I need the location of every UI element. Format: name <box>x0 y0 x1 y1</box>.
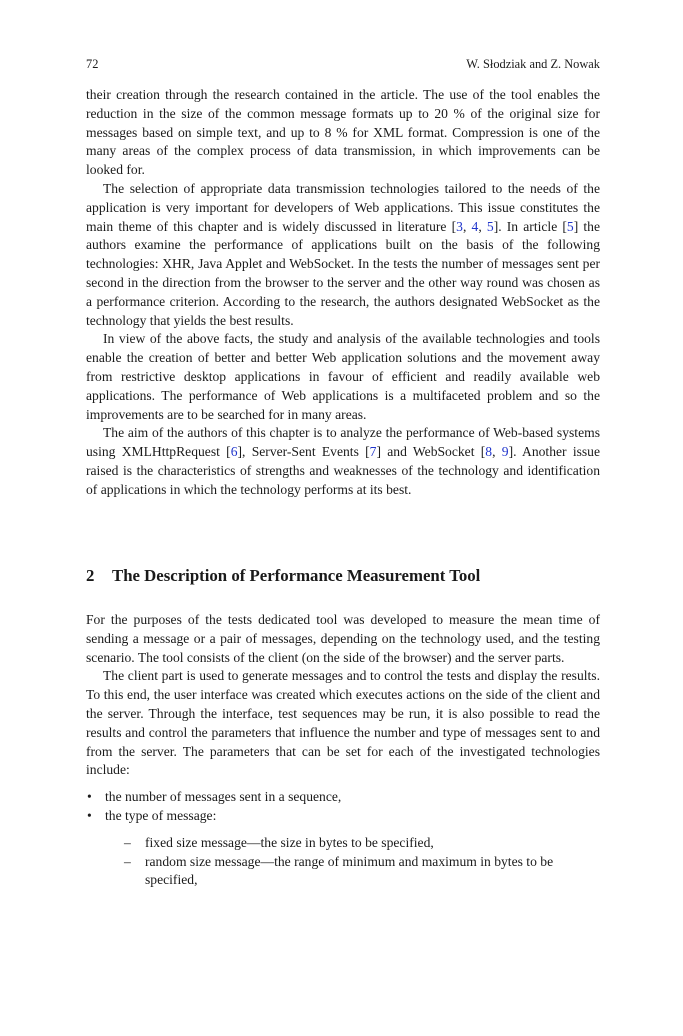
list-item: • the number of messages sent in a sequence, <box>86 788 600 807</box>
list-item <box>86 807 600 890</box>
citation-link-3[interactable]: 3 <box>456 218 463 234</box>
running-head <box>86 56 600 72</box>
citation-link-8[interactable]: 8 <box>485 444 493 460</box>
citation-link-5[interactable]: 5 <box>486 218 494 234</box>
section-heading <box>86 565 600 587</box>
section-body <box>86 611 600 890</box>
citation-link-6[interactable]: 6 <box>230 444 238 460</box>
paragraph-4-text: The aim of the authors of this chapter is to analyze the performance of Web-based systems using XMLHttpRequest [ <box>86 425 600 460</box>
paragraph-4 <box>86 424 600 499</box>
section-paragraph-1: For the purposes of the tests dedicated tool was developed to measure the mean time of sending a message or a pair of messages, depending on the technology used, and the testing scenario. The tool consists of the client (on the side of the browser) and the server parts. <box>86 612 600 665</box>
citation-link-4[interactable]: 4 <box>471 218 479 234</box>
parameter-list <box>86 788 600 890</box>
separator: , <box>462 218 472 234</box>
section-title: The Description of Performance Measurement Tool <box>112 566 481 585</box>
paragraph-2-text: ]. In article [ <box>493 218 567 234</box>
paragraph-3: In view of the above facts, the study and analysis of the available technologies and tools enable the creation of better and better Web application solutions and the movement away from restrictive desktop applications in favour of efficient and readily available web applications. The performance of Web applications is a multifaceted problem and so the improvements are to be searched for in many areas. <box>86 331 600 422</box>
paragraph-2-text: ] the authors examine the performance of applications built on the basis of the following technologies: XHR, Java Applet and WebSocket. In the tests the number of messages sent per second in the direction from the browser to the server and the other way round was chosen as a performance criterion. According to the research, the authors designated WebSocket as the technology that yields the best results. <box>86 218 601 328</box>
citation-link-7[interactable]: 7 <box>369 444 377 460</box>
paragraph-1: their creation through the research contained in the article. The use of the tool enables the reduction in the size of the common message formats up to 20 % of the original size for messages based on simple text, and up to 8 % for XML format. Compression is one of the many areas of the complex process of data transmission, in which improvements can be looked for. <box>86 87 600 178</box>
page-number: 72 <box>86 57 99 71</box>
separator: , <box>492 444 502 460</box>
list-item-text: the type of message: <box>105 807 217 823</box>
sublist-item: – fixed size message—the size in bytes to be specified, <box>124 834 600 853</box>
paragraph-2-text: The selection of appropriate data transmission technologies tailored to the needs of the application is very important for developers of Web applications. This issue constitutes the main theme of this chapter and is widely discussed in literature [ <box>86 180 600 234</box>
paragraph-2 <box>86 180 600 330</box>
running-head-authors: W. Słodziak and Z. Nowak <box>466 57 600 71</box>
citation-link-9[interactable]: 9 <box>501 444 509 460</box>
section-paragraph-2: The client part is used to generate messages and to control the tests and display the results. To this end, the user interface was created which executes actions on the side of the client and the server. Through the interface, test sequences may be run, it is also possible to read the results and control the parameters that influence the number and type of messages sent to and from the server. The parameters that can be set for each of the investigated technologies include: <box>86 668 600 778</box>
separator: , <box>478 218 487 234</box>
message-type-sublist <box>105 834 600 890</box>
paragraph-4-text: ] and WebSocket [ <box>376 444 486 460</box>
citation-link-5b[interactable]: 5 <box>566 218 574 234</box>
intro-continuation <box>86 86 600 500</box>
paragraph-4-text: ], Server-Sent Events [ <box>237 444 370 460</box>
paragraph-4-text: ]. Another issue raised is the characteristics of strengths and weaknesses of the technology and identification of applications in which the technology performs at its best. <box>86 444 601 497</box>
section-number: 2 <box>86 566 95 585</box>
sublist-item: – random size message—the range of minimum and maximum in bytes to be specified, <box>124 853 600 891</box>
